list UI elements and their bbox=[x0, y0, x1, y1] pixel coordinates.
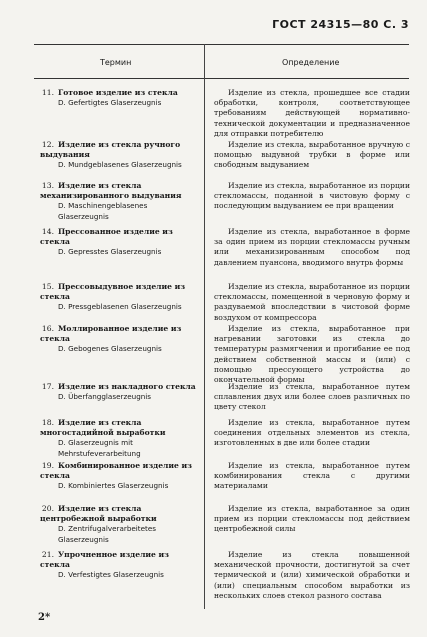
entry-number: 18. bbox=[41, 418, 54, 427]
column-divider bbox=[204, 44, 205, 609]
term-cell bbox=[40, 504, 198, 545]
definition-cell: Изделие из стекла, выработанное путем соединения отдельных элементов из стекла, изготовленных в две или более стадии bbox=[214, 418, 410, 448]
entry-number: 19. bbox=[41, 461, 54, 470]
term-russian: Прессованное изделие из стекла bbox=[40, 227, 173, 247]
term-german: D. Pressgeblasenen Glaserzeugnis bbox=[58, 302, 182, 312]
term-russian: Изделие из стекла ручного выдувания bbox=[40, 140, 181, 160]
entry-number: 17. bbox=[41, 382, 54, 391]
term-german: D. Kombiniertes Glaserzeugnis bbox=[58, 481, 169, 491]
term-german: D. Verfestigtes Glaserzeugnis bbox=[58, 570, 164, 580]
definition-cell: Изделие из стекла, выработанное вручную с помощью выдувной трубки в форме или свободным выдуванием bbox=[214, 140, 410, 170]
page-mark: 2* bbox=[38, 612, 51, 623]
term-cell bbox=[40, 382, 198, 402]
entry-number: 15. bbox=[41, 282, 54, 291]
definition-cell: Изделие из стекла, выработанное за один прием из порции стекломассы под действием центробежной силы bbox=[214, 504, 410, 534]
term-cell bbox=[40, 282, 198, 313]
definition-cell: Изделие из стекла повышенной механической прочности, достигнутой за счет термической и (или) химической обработки и (или) специальным способом выработки из нескольких слоев стекол разного состава bbox=[214, 550, 410, 600]
entry-number: 20. bbox=[41, 504, 54, 513]
definition-cell: Изделие из стекла, выработанное из порции стекломассы, поданной в чистовую форму с последующим выдуванием ее при вращении bbox=[214, 181, 410, 211]
term-russian: Изделие из стекла механизированного выдувания bbox=[40, 181, 182, 201]
table-header-rule bbox=[34, 78, 409, 79]
definition-cell: Изделие из стекла, выработанное в форме за один прием из порции стекломассы ручным или механизированным способом под давлением пуансона, вводимого внутрь формы bbox=[214, 227, 410, 267]
entry-number: 21. bbox=[41, 550, 54, 559]
term-cell bbox=[40, 324, 198, 355]
term-cell bbox=[40, 550, 198, 581]
term-german: D. Gebogenes Glaserzeugnis bbox=[58, 344, 162, 354]
definition-cell: Изделие из стекла, выработанное из порции стекломассы, помещенной в черновую форму и раздуваемой впоследствии в чистовой форме воздухом от компрессора bbox=[214, 282, 410, 322]
entry-number: 11. bbox=[41, 88, 54, 97]
entry-number: 12. bbox=[41, 140, 54, 149]
entry-number: 14. bbox=[41, 227, 54, 236]
term-cell bbox=[40, 418, 198, 459]
term-column-header: Термин bbox=[100, 58, 132, 67]
term-german: D. Mundgeblasenes Glaserzeugnis bbox=[58, 160, 182, 170]
term-german: D. Gefertigtes Glaserzeugnis bbox=[58, 98, 162, 108]
page-header: ГОСТ 24315—80 С. 3 bbox=[272, 18, 409, 31]
term-cell bbox=[40, 88, 198, 108]
term-cell bbox=[40, 461, 198, 492]
term-cell bbox=[40, 181, 198, 222]
term-german: D. Maschinengeblasenes Glaserzeugnis bbox=[58, 201, 148, 221]
definition-column-header: Определение bbox=[282, 58, 340, 67]
definition-cell: Изделие из стекла, выработанное путем сплавления двух или более слоев различных по цвету стекол bbox=[214, 382, 410, 412]
definition-cell: Изделие из стекла, прошедшее все стадии обработки, контроля, соответствующее требованиям действующей нормативно-технической документации и предназначенное для отправки потребителю bbox=[214, 88, 410, 138]
term-german: D. Glaserzeugnis mit Mehrstufeverarbeitung bbox=[58, 438, 141, 458]
term-cell bbox=[40, 140, 198, 171]
term-russian: Прессовыдувное изделие из стекла bbox=[40, 282, 186, 302]
definition-cell: Изделие из стекла, выработанное при нагревании заготовки из стекла до температуры размягчения и прогибание ее под действием собственной массы и (или) с помощью прессующего устройства до окончательной формы bbox=[214, 324, 410, 385]
term-russian: Изделие из стекла центробежной выработки bbox=[40, 504, 157, 524]
term-russian: Моллированное изделие из стекла bbox=[40, 324, 182, 344]
term-russian: Изделие из стекла многостадийной выработки bbox=[40, 418, 166, 438]
term-russian: Упрочненное изделие из стекла bbox=[40, 550, 170, 570]
term-russian: Комбинированное изделие из стекла bbox=[40, 461, 192, 481]
term-cell bbox=[40, 227, 198, 258]
table-top-rule bbox=[34, 44, 409, 45]
entry-number: 16. bbox=[41, 324, 54, 333]
term-german: D. Zentrifugalverarbeitetes Glaserzeugnis bbox=[58, 524, 157, 544]
term-german: D. Gepresstes Glaserzeugnis bbox=[58, 247, 162, 257]
definition-cell: Изделие из стекла, выработанное путем комбинирования стекла с другими материалами bbox=[214, 461, 410, 491]
entry-number: 13. bbox=[41, 181, 54, 190]
term-russian: Готовое изделие из стекла bbox=[58, 88, 178, 97]
term-german: D. Überfangglaserzeugnis bbox=[58, 392, 152, 402]
term-russian: Изделие из накладного стекла bbox=[58, 382, 196, 391]
